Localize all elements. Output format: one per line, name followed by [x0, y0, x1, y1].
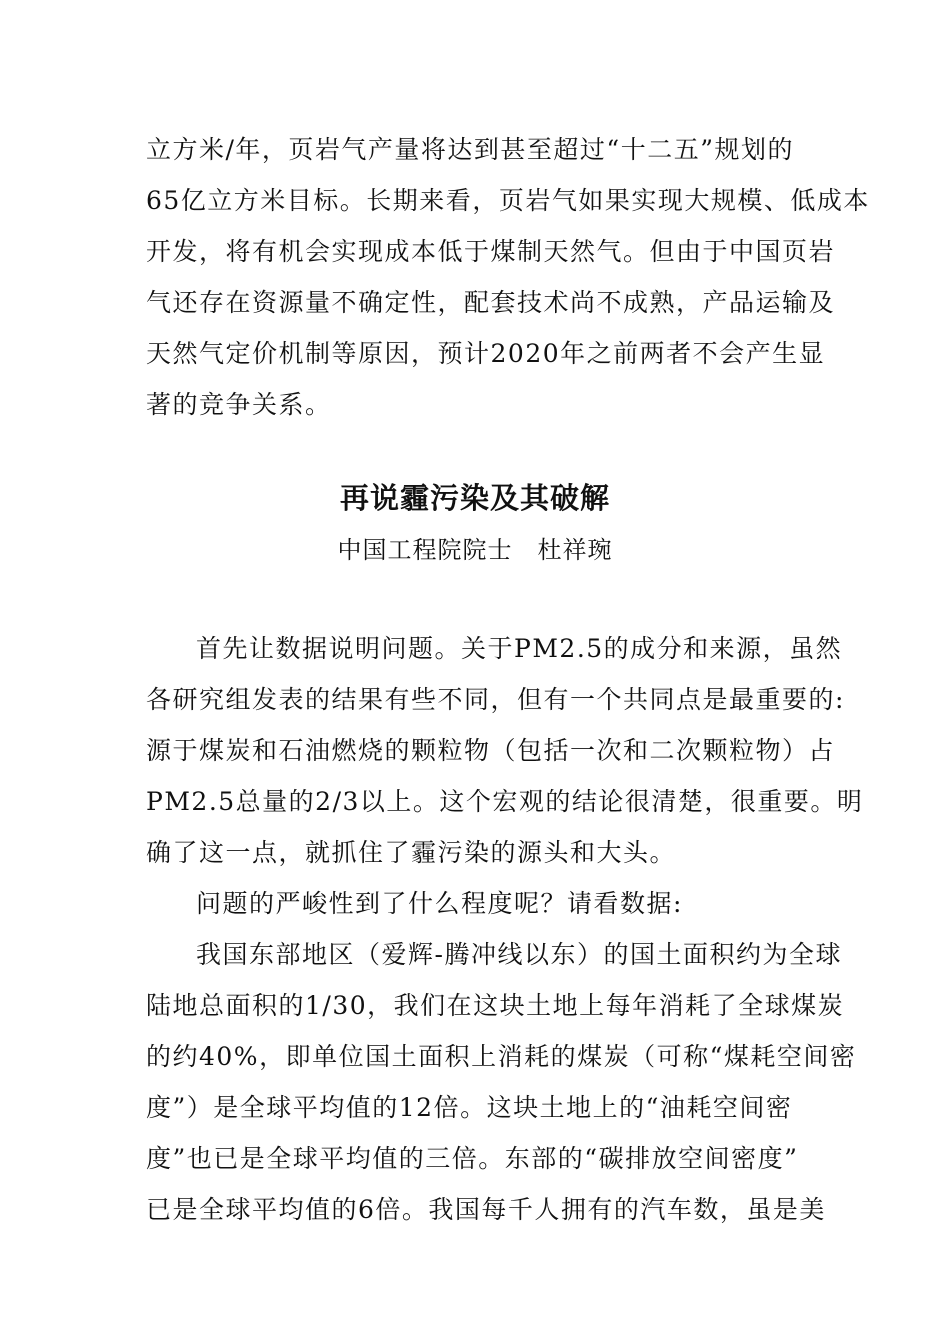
article-title: 再说霾污染及其破解: [339, 481, 610, 515]
text-line: 立方米/年，页岩气产量将达到甚至超过“十二五”规划的: [146, 135, 794, 164]
text-line: 气还存在资源量不确定性，配套技术尚不成熟，产品运输及: [146, 288, 836, 317]
text-line: 已是全球平均值的6倍。我国每千人拥有的汽车数，虽是美: [146, 1195, 826, 1224]
text-line: 著的竞争关系。: [146, 390, 332, 419]
text-line: 度”也已是全球平均值的三倍。东部的“碳排放空间密度”: [146, 1144, 799, 1173]
text-line: 度”）是全球平均值的12倍。这块土地上的“油耗空间密: [146, 1093, 793, 1122]
text-line: 各研究组发表的结果有些不同，但有一个共同点是最重要的:: [146, 685, 845, 714]
article-byline: 中国工程院院士 杜祥琬: [337, 536, 613, 564]
text-line: PM2.5总量的2/3以上。这个宏观的结论很清楚，很重要。明: [146, 787, 864, 816]
text-line: 问题的严峻性到了什么程度呢？请看数据:: [196, 889, 683, 918]
text-line: 陆地总面积的1/30，我们在这块土地上每年消耗了全球煤炭: [146, 991, 845, 1020]
text-line: 首先让数据说明问题。关于PM2.5的成分和来源，虽然: [196, 634, 843, 663]
text-line: 的约40%，即单位国土面积上消耗的煤炭（可称“煤耗空间密: [146, 1042, 857, 1071]
text-line: 确了这一点，就抓住了霾污染的源头和大头。: [146, 838, 677, 867]
text-line: 65亿立方米目标。长期来看，页岩气如果实现大规模、低成本: [146, 186, 870, 215]
text-line: 源于煤炭和石油燃烧的颗粒物（包括一次和二次颗粒物）占: [146, 736, 836, 765]
text-line: 我国东部地区（爱辉-腾冲线以东）的国土面积约为全球: [196, 940, 842, 969]
text-line: 开发，将有机会实现成本低于煤制天然气。但由于中国页岩: [146, 237, 836, 266]
text-line: 天然气定价机制等原因，预计2020年之前两者不会产生显: [146, 339, 826, 368]
